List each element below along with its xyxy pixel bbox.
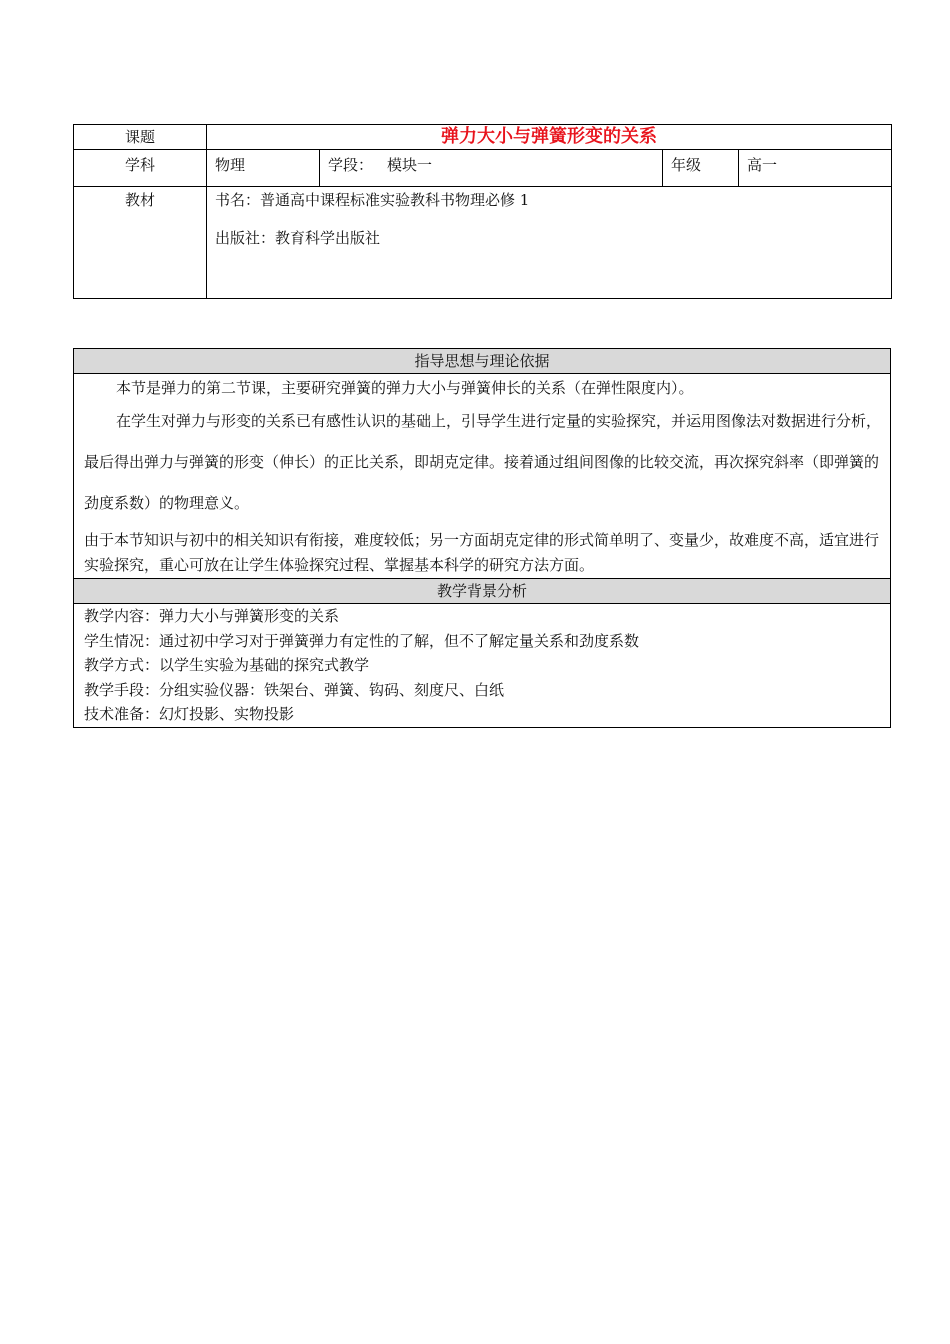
background-item: 教学内容：弹力大小与弹簧形变的关系	[84, 607, 340, 625]
background-body	[74, 604, 891, 728]
grade-label: 年级	[663, 150, 739, 187]
guiding-para-3: 由于本节知识与初中的相关知识有衔接，难度较低；另一方面胡克定律的形式简单明了、变量少，故难度不高，适宜进行实验探究，重心可放在让学生体验探究过程、掌握基本科学的研究方法方面。	[84, 531, 880, 574]
lesson-info-table	[73, 124, 892, 299]
topic-label: 课题	[74, 125, 207, 150]
subject-value: 物理	[207, 150, 320, 187]
background-item: 教学方式：以学生实验为基础的探究式教学	[84, 656, 370, 674]
background-item: 教学手段：分组实验仪器：铁架台、弹簧、钩码、刻度尺、白纸	[84, 680, 505, 699]
stage-value: 模块一	[387, 156, 433, 174]
guiding-body	[74, 374, 891, 579]
guiding-heading: 指导思想与理论依据	[74, 349, 891, 374]
background-item: 学生情况：通过初中学习对于弹簧弹力有定性的了解，但不了解定量关系和劲度系数	[84, 631, 640, 650]
lesson-title: 弹力大小与弹簧形变的关系	[207, 125, 892, 150]
textbook-details	[207, 187, 892, 299]
subject-label: 学科	[74, 150, 207, 187]
textbook-label: 教材	[74, 187, 207, 299]
publisher: 出版社：教育科学出版社	[215, 229, 381, 247]
guiding-para-1: 本节是弹力的第二节课，主要研究弹簧的弹力大小与弹簧伸长的关系（在弹性限度内）。	[116, 379, 694, 397]
analysis-table	[73, 348, 891, 728]
grade-value: 高一	[739, 150, 892, 187]
background-item: 技术准备：幻灯投影、实物投影	[84, 705, 295, 723]
book-name: 书名：普通高中课程标准实验教科书物理必修 1	[215, 191, 530, 209]
background-heading: 教学背景分析	[74, 579, 891, 604]
stage-label: 学段：	[328, 156, 374, 174]
stage-cell	[320, 150, 663, 187]
guiding-para-2: 在学生对弹力与形变的关系已有感性认识的基础上，引导学生进行定量的实验探究，并运用图像法对数据进行分析，最后得出弹力与弹簧的形变（伸长）的正比关系，即胡克定律。接着通过组间图像的比较交流，再次探究斜率（即弹簧的劲度系数）的物理意义。	[84, 412, 882, 512]
